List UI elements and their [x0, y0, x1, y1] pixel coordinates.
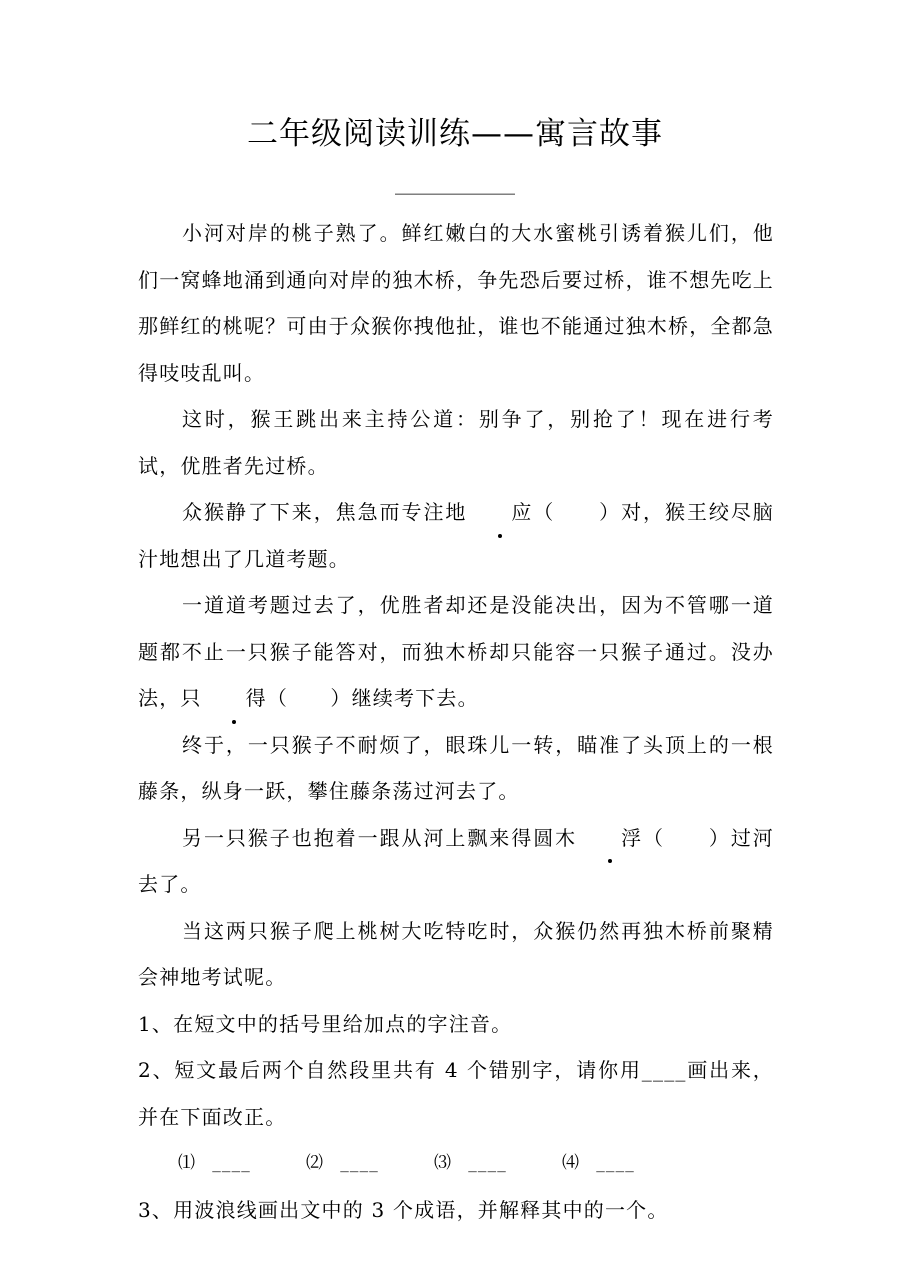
- blank-line: ____: [212, 1153, 252, 1173]
- answer-blank-3[interactable]: [434, 1140, 562, 1187]
- paragraph-2: 这时，猴王跳出来主持公道：别争了，别抢了！现在进行考试，优胜者先过桥。: [138, 407, 774, 478]
- paragraph-7: 当这两只猴子爬上桃树大吃特吃时，众猴仍然再独木桥前聚精会神地考试呢。: [138, 918, 774, 989]
- answer-blank-2[interactable]: [306, 1140, 434, 1187]
- blank-number: ⑴: [178, 1153, 197, 1173]
- blank-line: ____: [596, 1153, 636, 1173]
- paragraph-6: [138, 815, 774, 908]
- paragraph-6-text-b: （ ）过河去了。: [138, 825, 774, 896]
- page-title: 二年级阅读训练——寓言故事: [247, 116, 663, 152]
- dotted-character: 浮: [577, 815, 642, 862]
- paragraph-3: [138, 489, 774, 582]
- dotted-character: 得: [202, 675, 267, 722]
- paragraph-4-text-a: 一道道考题过去了，优胜者却还是没能决出，因为不管哪一道题都不止一只猴子能答对，而独木桥却只能容一只猴子通过。没办法，只: [138, 593, 774, 710]
- paragraph-4-text-b: （ ）继续考下去。: [266, 686, 479, 710]
- paragraph-3-text-b: （ ）对，猴王绞尽脑汁地想出了几道考题。: [138, 500, 774, 571]
- paragraph-3-text-a: 众猴静了下来，焦急而专注地: [182, 500, 468, 524]
- blank-number: ⑷: [562, 1153, 581, 1173]
- paragraph-5: 终于，一只猴子不耐烦了，眼珠儿一转，瞄准了头顶上的一根藤条，纵身一跃，攀住藤条荡过河去了。: [138, 732, 774, 803]
- paragraph-4: [138, 582, 774, 722]
- blank-line: ____: [468, 1153, 508, 1173]
- paragraph-6-text-a: 另一只猴子也抱着一跟从河上飘来得圆木: [182, 825, 578, 850]
- paragraph-1: 小河对岸的桃子熟了。鲜红嫩白的大水蜜桃引诱着猴儿们，他们一窝蜂地涌到通向对岸的独木桥，争先恐后要过桥，谁不想先吃上那鲜红的桃呢？可由于众猴你拽他扯，谁也不能通过独木桥，全都急得吱吱乱叫。: [138, 221, 774, 385]
- blank-number: ⑶: [434, 1153, 453, 1173]
- answer-blanks: [138, 1140, 774, 1187]
- title-underline: ____________: [395, 171, 515, 195]
- story-body: [138, 210, 774, 1233]
- answer-blank-4[interactable]: [562, 1140, 690, 1187]
- blank-line: ____: [340, 1153, 380, 1173]
- question-1: 1、在短文中的括号里给加点的字注音。: [138, 1011, 513, 1036]
- blank-number: ⑵: [306, 1153, 325, 1173]
- question-2: 2、短文最后两个自然段里共有 4 个错别字，请你用____画出来，并在下面改正。: [138, 1058, 774, 1129]
- question-3: 3、用波浪线画出文中的 3 个成语，并解释其中的一个。: [138, 1197, 669, 1222]
- answer-blank-1[interactable]: [178, 1140, 306, 1187]
- dotted-character: 应: [467, 489, 532, 536]
